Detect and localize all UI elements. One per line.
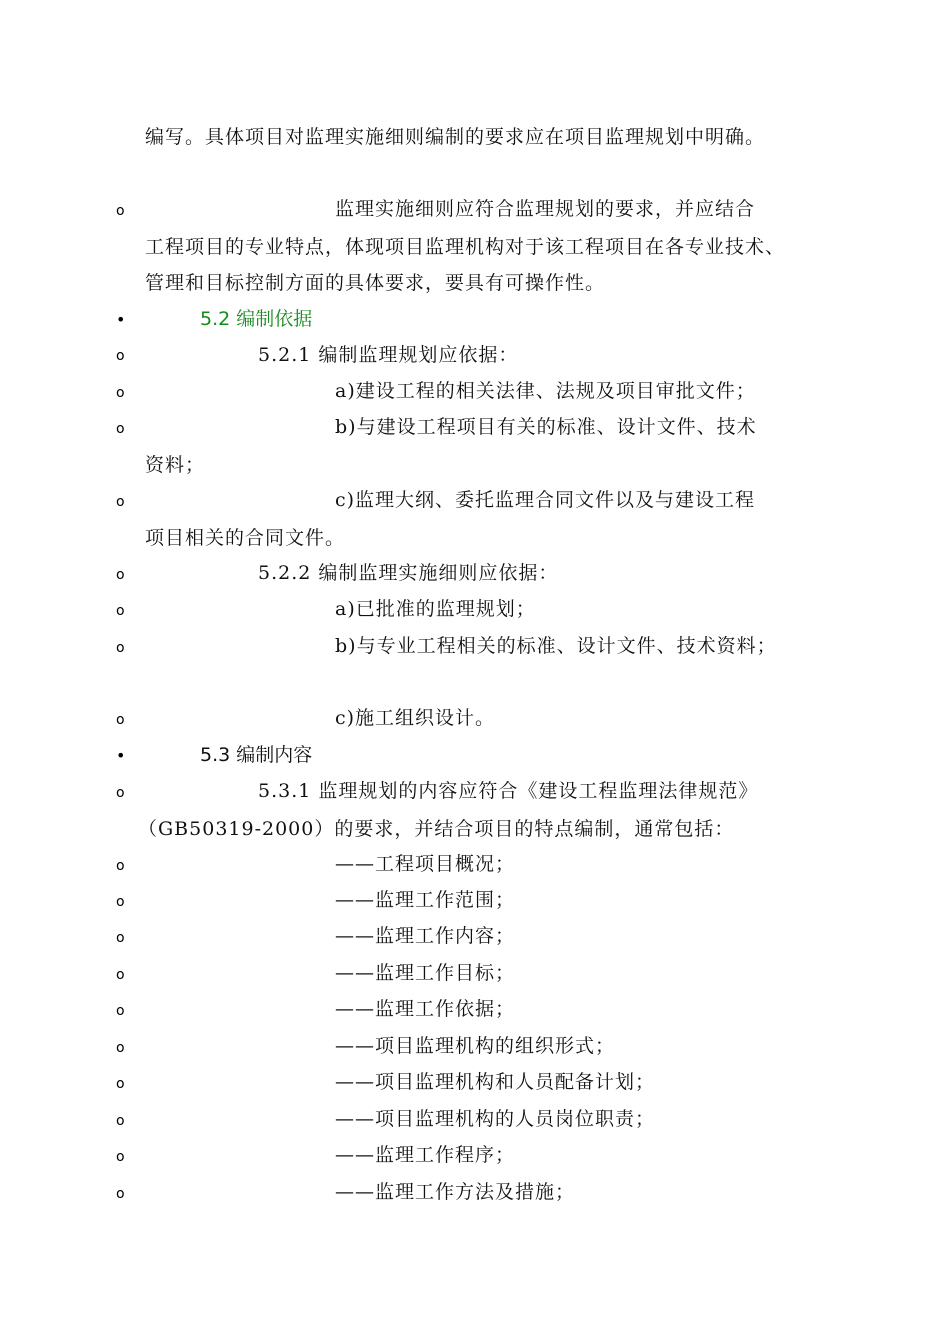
list-item-text: ——监理工作方法及措施；	[335, 1181, 576, 1203]
list-item-text: a)建设工程的相关法律、法规及项目审批文件；	[335, 380, 756, 402]
list-item-text: c)监理大纲、委托监理合同文件以及与建设工程	[335, 489, 756, 511]
list-item-text: ——项目监理机构的人员岗位职责；	[335, 1108, 656, 1130]
list-item-text: ——工程项目概况；	[335, 853, 516, 875]
list-marker-circle: o	[116, 1076, 125, 1092]
paragraph-line: 管理和目标控制方面的具体要求，要具有可操作性。	[145, 272, 606, 294]
list-marker-circle: o	[116, 1149, 125, 1165]
list-marker-circle: o	[116, 348, 125, 364]
list-marker-circle: o	[116, 858, 125, 874]
list-item-text: 项目相关的合同文件。	[145, 527, 346, 549]
list-marker-bullet: •	[116, 310, 126, 329]
list-item-text: ——监理工作范围；	[335, 889, 516, 911]
list-item-text: b)与建设工程项目有关的标准、设计文件、技术	[335, 416, 757, 438]
list-marker-circle: o	[116, 1113, 125, 1129]
list-marker-circle: o	[116, 603, 125, 619]
list-marker-circle: o	[116, 1186, 125, 1202]
paragraph-line: 编写。具体项目对监理实施细则编制的要求应在项目监理规划中明确。	[145, 126, 766, 148]
list-marker-circle: o	[116, 930, 125, 946]
list-marker-circle: o	[116, 203, 125, 219]
list-marker-circle: o	[116, 894, 125, 910]
paragraph-line: 工程项目的专业特点，体现项目监理机构对于该工程项目在各专业技术、	[145, 236, 786, 258]
list-item-text: ——项目监理机构的组织形式；	[335, 1035, 616, 1057]
list-item-text: ——监理工作内容；	[335, 925, 516, 947]
list-item-text: 资料；	[145, 454, 206, 476]
list-marker-circle: o	[116, 421, 125, 437]
list-item-text: ——项目监理机构和人员配备计划；	[335, 1071, 656, 1093]
list-marker-circle: o	[116, 712, 125, 728]
subsection-5-3-1: 5.3.1 监理规划的内容应符合《建设工程监理法律规范》	[258, 780, 759, 802]
list-item-text: ——监理工作目标；	[335, 962, 516, 984]
list-marker-circle: o	[116, 567, 125, 583]
subsection-5-2-2: 5.2.2 编制监理实施细则应依据：	[258, 562, 559, 584]
list-item-text: ——监理工作程序；	[335, 1144, 516, 1166]
list-marker-circle: o	[116, 494, 125, 510]
paragraph-line: （GB50319-2000）的要求，并结合项目的特点编制，通常包括：	[138, 818, 735, 840]
list-marker-circle: o	[116, 967, 125, 983]
section-heading-5-3: 5.3 编制内容	[200, 744, 313, 766]
subsection-5-2-1: 5.2.1 编制监理规划应依据：	[258, 344, 519, 366]
paragraph-line: 监理实施细则应符合监理规划的要求，并应结合	[335, 198, 756, 220]
list-marker-circle: o	[116, 640, 125, 656]
list-item-text: c)施工组织设计。	[335, 707, 496, 729]
list-item-text: ——监理工作依据；	[335, 998, 516, 1020]
list-marker-circle: o	[116, 1040, 125, 1056]
list-marker-bullet: •	[116, 746, 126, 765]
list-marker-circle: o	[116, 1003, 125, 1019]
list-item-text: a)已批准的监理规划；	[335, 598, 536, 620]
list-marker-circle: o	[116, 785, 125, 801]
list-item-text: b)与专业工程相关的标准、设计文件、技术资料；	[335, 635, 777, 657]
list-marker-circle: o	[116, 385, 125, 401]
section-heading-5-2: 5.2 编制依据	[200, 308, 313, 330]
